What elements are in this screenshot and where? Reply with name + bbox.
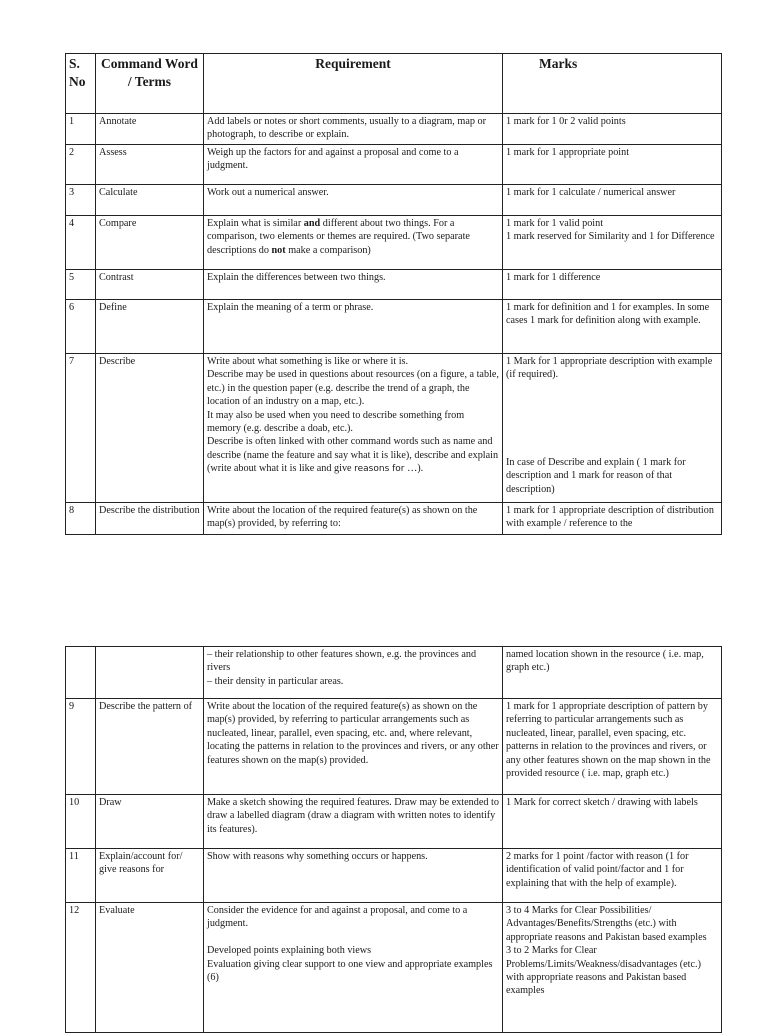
- requirement-line: Consider the evidence for and against a proposal, and come to a judgment.: [207, 905, 468, 930]
- row-marks: [503, 354, 722, 503]
- table-row: [66, 216, 722, 270]
- header-marks: Marks: [503, 54, 722, 114]
- row-marks: 1 mark for 1 appropriate description of distribution with example / reference to the: [503, 503, 722, 535]
- row-marks: [503, 216, 722, 270]
- row-requirement: Make a sketch showing the required features. Draw may be extended to draw a labelled diagram (draw a diagram with written notes to identify its features).: [204, 795, 503, 849]
- marks-line: 1 mark reserved for Similarity and 1 for Difference: [506, 231, 715, 243]
- table-row: [66, 795, 722, 849]
- row-term: Evaluate: [96, 903, 204, 1033]
- requirement-text: different about two things. For a comparison, two elements or themes are required. (Two separate descriptions do: [207, 218, 470, 256]
- row-number: 3: [66, 185, 96, 216]
- row-number: 7: [66, 354, 96, 503]
- row-term: Calculate: [96, 185, 204, 216]
- row-term: Describe the distribution: [96, 503, 204, 535]
- requirement-text: …).: [404, 463, 424, 475]
- row-marks: 1 mark for 1 appropriate point: [503, 145, 722, 185]
- row-marks: 1 mark for 1 difference: [503, 270, 722, 300]
- table-row: [66, 699, 722, 795]
- row-term: Describe the pattern of: [96, 699, 204, 795]
- table-row: [66, 849, 722, 903]
- requirement-line: Write about what something is like or where it is.: [207, 356, 409, 367]
- row-term: Contrast: [96, 270, 204, 300]
- row-marks: [503, 903, 722, 1033]
- row-marks: 1 Mark for correct sketch / drawing with labels: [503, 795, 722, 849]
- row-marks: 1 mark for 1 appropriate description of pattern by referring to particular arrangements such as nucleated, linear, parallel, even spacing, etc. patterns in relation to the provinces and rivers, or any other features shown on the map shown in the provided resource ( i.e. map, graph etc.): [503, 699, 722, 795]
- requirement-text: Explain what is similar: [207, 218, 304, 229]
- requirement-gap: [207, 931, 499, 944]
- row-term: Draw: [96, 795, 204, 849]
- row-number: 9: [66, 699, 96, 795]
- row-term: Annotate: [96, 114, 204, 145]
- row-requirement: Add labels or notes or short comments, usually to a diagram, map or photograph, to describe or explain.: [204, 114, 503, 145]
- command-words-table-1: [65, 53, 722, 535]
- marks-line: 1 Mark for 1 appropriate description with example (if required).: [506, 356, 713, 381]
- row-requirement: Work out a numerical answer.: [204, 185, 503, 216]
- marks-line: 3 to 4 Marks for Clear Possibilities/ Advantages/Benefits/Strengths (etc.) with appropriate reasons and Pakistan based examples: [506, 905, 707, 943]
- row-number: 12: [66, 903, 96, 1033]
- row-term: Compare: [96, 216, 204, 270]
- row-requirement: Write about the location of the required feature(s) as shown on the map(s) provided, by referring to:: [204, 503, 503, 535]
- row-number: 11: [66, 849, 96, 903]
- table-row: [66, 114, 722, 145]
- requirement-line: Developed points explaining both views: [207, 945, 372, 957]
- row-requirement: [204, 354, 503, 503]
- row-number: 4: [66, 216, 96, 270]
- requirement-line: It may also be used when you need to describe something from memory (e.g. describe a doab, etc.).: [207, 409, 465, 435]
- requirement-line: Describe may be used in questions about resources (on a figure, a table, etc.) in the question paper (e.g. describe the trend of a graph, the location of an industry on a map, etc.).: [207, 369, 499, 408]
- requirement-bold-not: not: [271, 244, 286, 256]
- row-number: [66, 647, 96, 699]
- marks-spacer: [506, 382, 718, 456]
- row-number: 1: [66, 114, 96, 145]
- row-requirement: [204, 216, 503, 270]
- table-row: [66, 903, 722, 1033]
- row-marks: 1 mark for 1 0r 2 valid points: [503, 114, 722, 145]
- row-term: Explain/account for/ give reasons for: [96, 849, 204, 903]
- row-term: Assess: [96, 145, 204, 185]
- row-marks: 1 mark for 1 calculate / numerical answer: [503, 185, 722, 216]
- marks-line: 3 to 2 Marks for Clear Problems/Limits/Weakness/disadvantages (etc.) with appropriate reasons and Pakistan based examples: [506, 945, 701, 997]
- requirement-line: [207, 435, 499, 476]
- table-row: [66, 647, 722, 699]
- row-number: 2: [66, 145, 96, 185]
- row-number: 10: [66, 795, 96, 849]
- row-requirement: Show with reasons why something occurs or happens.: [204, 849, 503, 903]
- marks-line: In case of Describe and explain ( 1 mark for description and 1 mark for reason of that description): [506, 456, 686, 495]
- header-command-word: Command Word / Terms: [96, 54, 204, 114]
- row-number: 8: [66, 503, 96, 535]
- table-row: [66, 300, 722, 354]
- row-requirement: Weigh up the factors for and against a proposal and come to a judgment.: [204, 145, 503, 185]
- table-row: [66, 503, 722, 535]
- row-term: Define: [96, 300, 204, 354]
- command-words-table-2: [65, 646, 722, 1033]
- requirement-line: Evaluation giving clear support to one view and appropriate examples (6): [207, 958, 493, 984]
- header-requirement: Requirement: [204, 54, 503, 114]
- header-sno: S. No: [66, 54, 96, 114]
- row-marks: 2 marks for 1 point /factor with reason (1 for identification of valid point/factor and 1 for explaining that with the help of example).: [503, 849, 722, 903]
- table-row: [66, 185, 722, 216]
- row-number: 5: [66, 270, 96, 300]
- marks-line: 1 mark for 1 valid point: [506, 218, 604, 229]
- table-row: [66, 270, 722, 300]
- row-term: [96, 647, 204, 699]
- requirement-text-alt-font: reasons for: [354, 464, 405, 475]
- row-requirement: [204, 647, 503, 699]
- row-requirement: Write about the location of the required feature(s) as shown on the map(s) provided, by referring to particular arrangements such as nucleated, linear, parallel, even spacing, etc. and, where relevant, locating the patterns in relation to the provinces and rivers, or any other features shown on the map(s) provided.: [204, 699, 503, 795]
- row-term: Describe: [96, 354, 204, 503]
- requirement-text: Describe is often linked with other command words such as name and describe (name the feature and say what it is like), describe and explain (write about what it is like and give: [207, 436, 499, 475]
- row-requirement: [204, 903, 503, 1033]
- requirement-text: make a comparison): [285, 244, 371, 256]
- row-requirement: Explain the differences between two things.: [204, 270, 503, 300]
- requirement-bold-and: and: [303, 218, 321, 229]
- row-marks: named location shown in the resource ( i.e. map, graph etc.): [503, 647, 722, 699]
- row-number: 6: [66, 300, 96, 354]
- table-row: [66, 145, 722, 185]
- requirement-line: – their density in particular areas.: [207, 675, 344, 687]
- table-header-row: [66, 54, 722, 114]
- table-row: [66, 354, 722, 503]
- row-marks: 1 mark for definition and 1 for examples. In some cases 1 mark for definition along with example.: [503, 300, 722, 354]
- row-requirement: Explain the meaning of a term or phrase.: [204, 300, 503, 354]
- requirement-line: – their relationship to other features shown, e.g. the provinces and rivers: [207, 649, 477, 674]
